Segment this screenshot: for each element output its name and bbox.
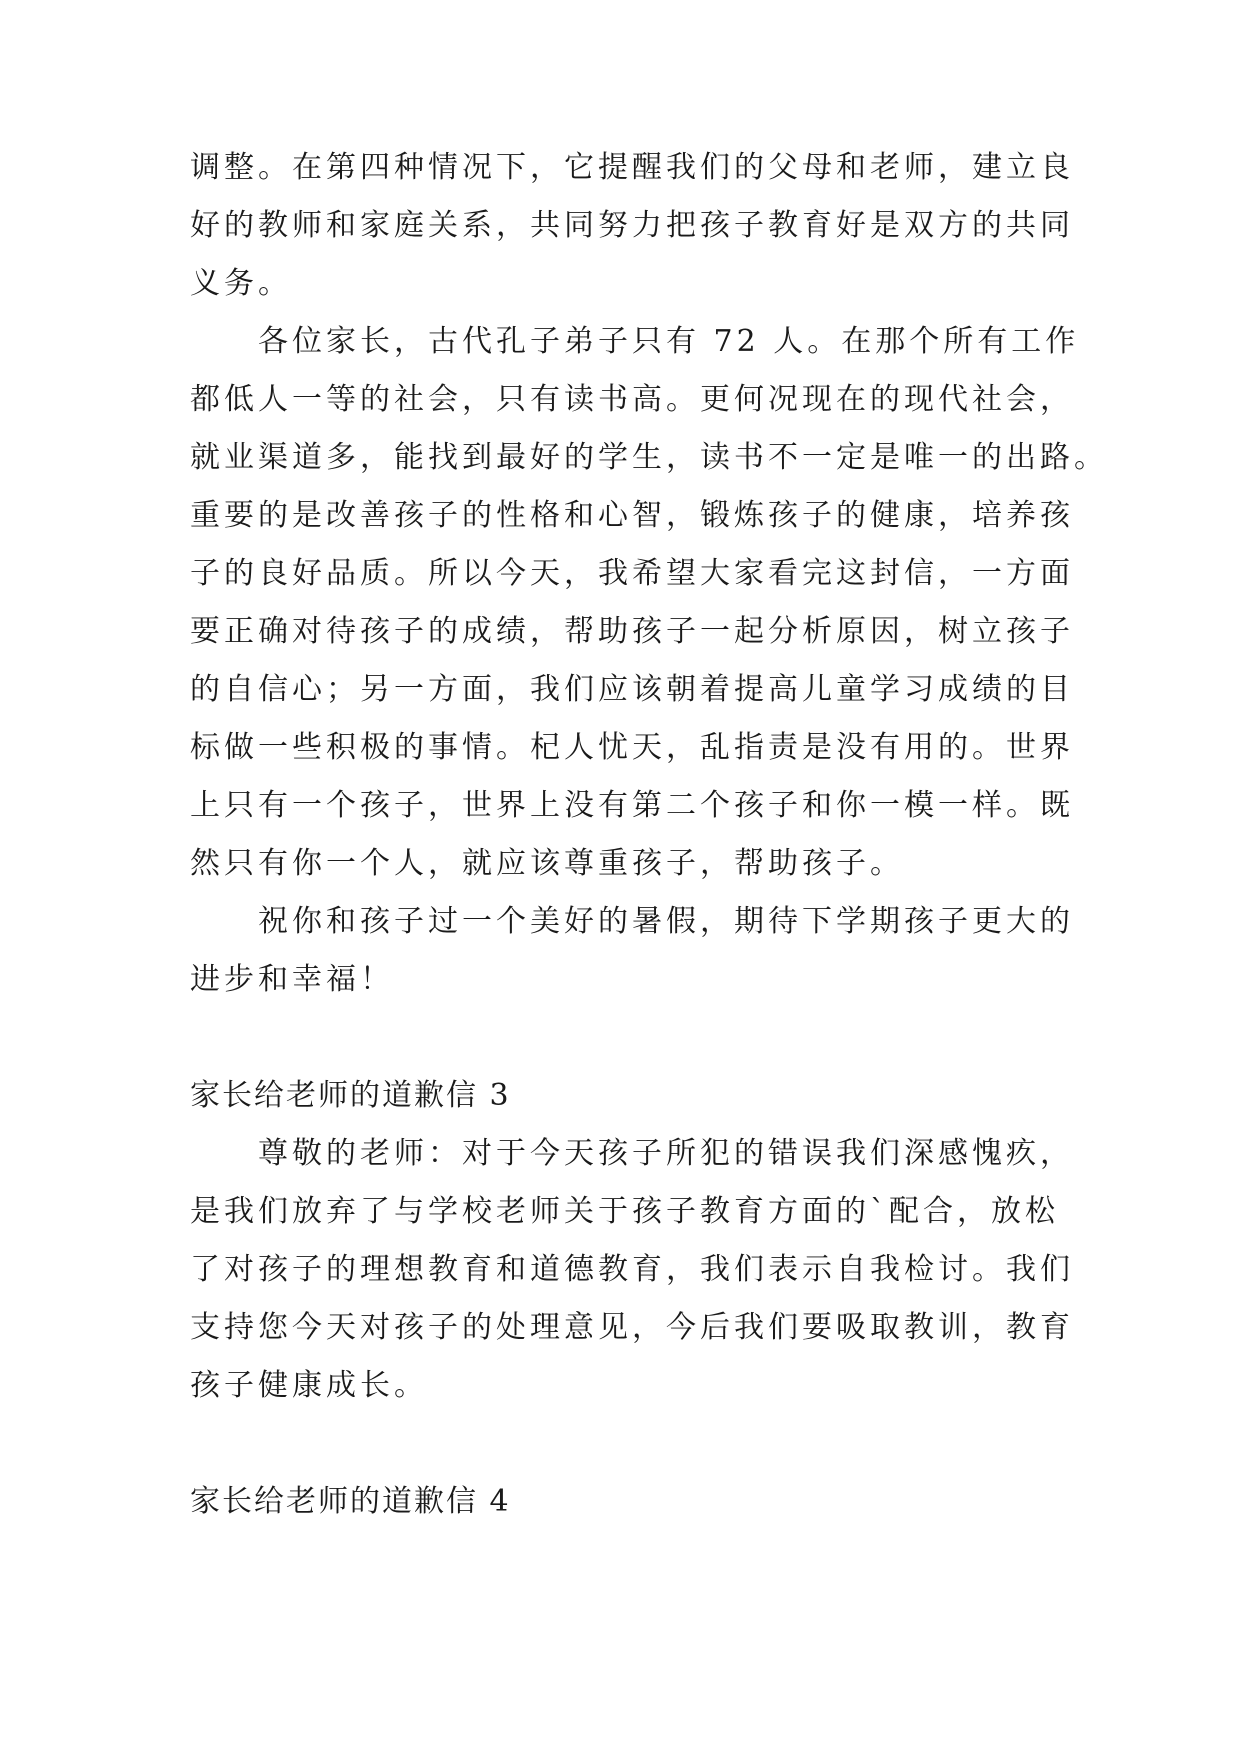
text-line: 就业渠道多，能找到最好的学生，读书不一定是唯一的出路。: [190, 440, 1108, 475]
section-heading: 家长给老师的道歉信 3: [190, 1078, 511, 1113]
text-line: 支持您今天对孩子的处理意见，今后我们要吸取教训，教育: [190, 1310, 1074, 1345]
text-line: 好的教师和家庭关系，共同努力把孩子教育好是双方的共同: [190, 208, 1074, 243]
text-line: 然只有你一个人，就应该尊重孩子，帮助孩子。: [190, 846, 904, 881]
text-line: 重要的是改善孩子的性格和心智，锻炼孩子的健康，培养孩: [190, 498, 1074, 533]
section-heading: 家长给老师的道歉信 4: [190, 1484, 511, 1519]
text-line: 的自信心；另一方面，我们应该朝着提高儿童学习成绩的目: [190, 672, 1074, 707]
text-line: 子的良好品质。所以今天，我希望大家看完这封信，一方面: [190, 556, 1074, 591]
text-line: 都低人一等的社会，只有读书高。更何况现在的现代社会，: [190, 382, 1074, 417]
text-line: 祝你和孩子过一个美好的暑假，期待下学期孩子更大的: [258, 904, 1074, 939]
text-line: 孩子健康成长。: [190, 1368, 428, 1403]
text-line: 进步和幸福！: [190, 962, 394, 997]
text-line: 各位家长，古代孔子弟子只有 72 人。在那个所有工作: [258, 324, 1080, 359]
text-line: 上只有一个孩子，世界上没有第二个孩子和你一模一样。既: [190, 788, 1074, 823]
text-line: 调整。在第四种情况下，它提醒我们的父母和老师，建立良: [190, 150, 1074, 185]
text-line: 标做一些积极的事情。杞人忧天，乱指责是没有用的。世界: [190, 730, 1074, 765]
text-line: 要正确对待孩子的成绩，帮助孩子一起分析原因，树立孩子: [190, 614, 1074, 649]
text-line: 了对孩子的理想教育和道德教育，我们表示自我检讨。我们: [190, 1252, 1074, 1287]
text-line: 义务。: [190, 266, 292, 301]
text-line: 尊敬的老师：对于今天孩子所犯的错误我们深感愧疚，: [258, 1136, 1074, 1171]
text-line: 是我们放弃了与学校老师关于孩子教育方面的`配合，放松: [190, 1194, 1059, 1229]
